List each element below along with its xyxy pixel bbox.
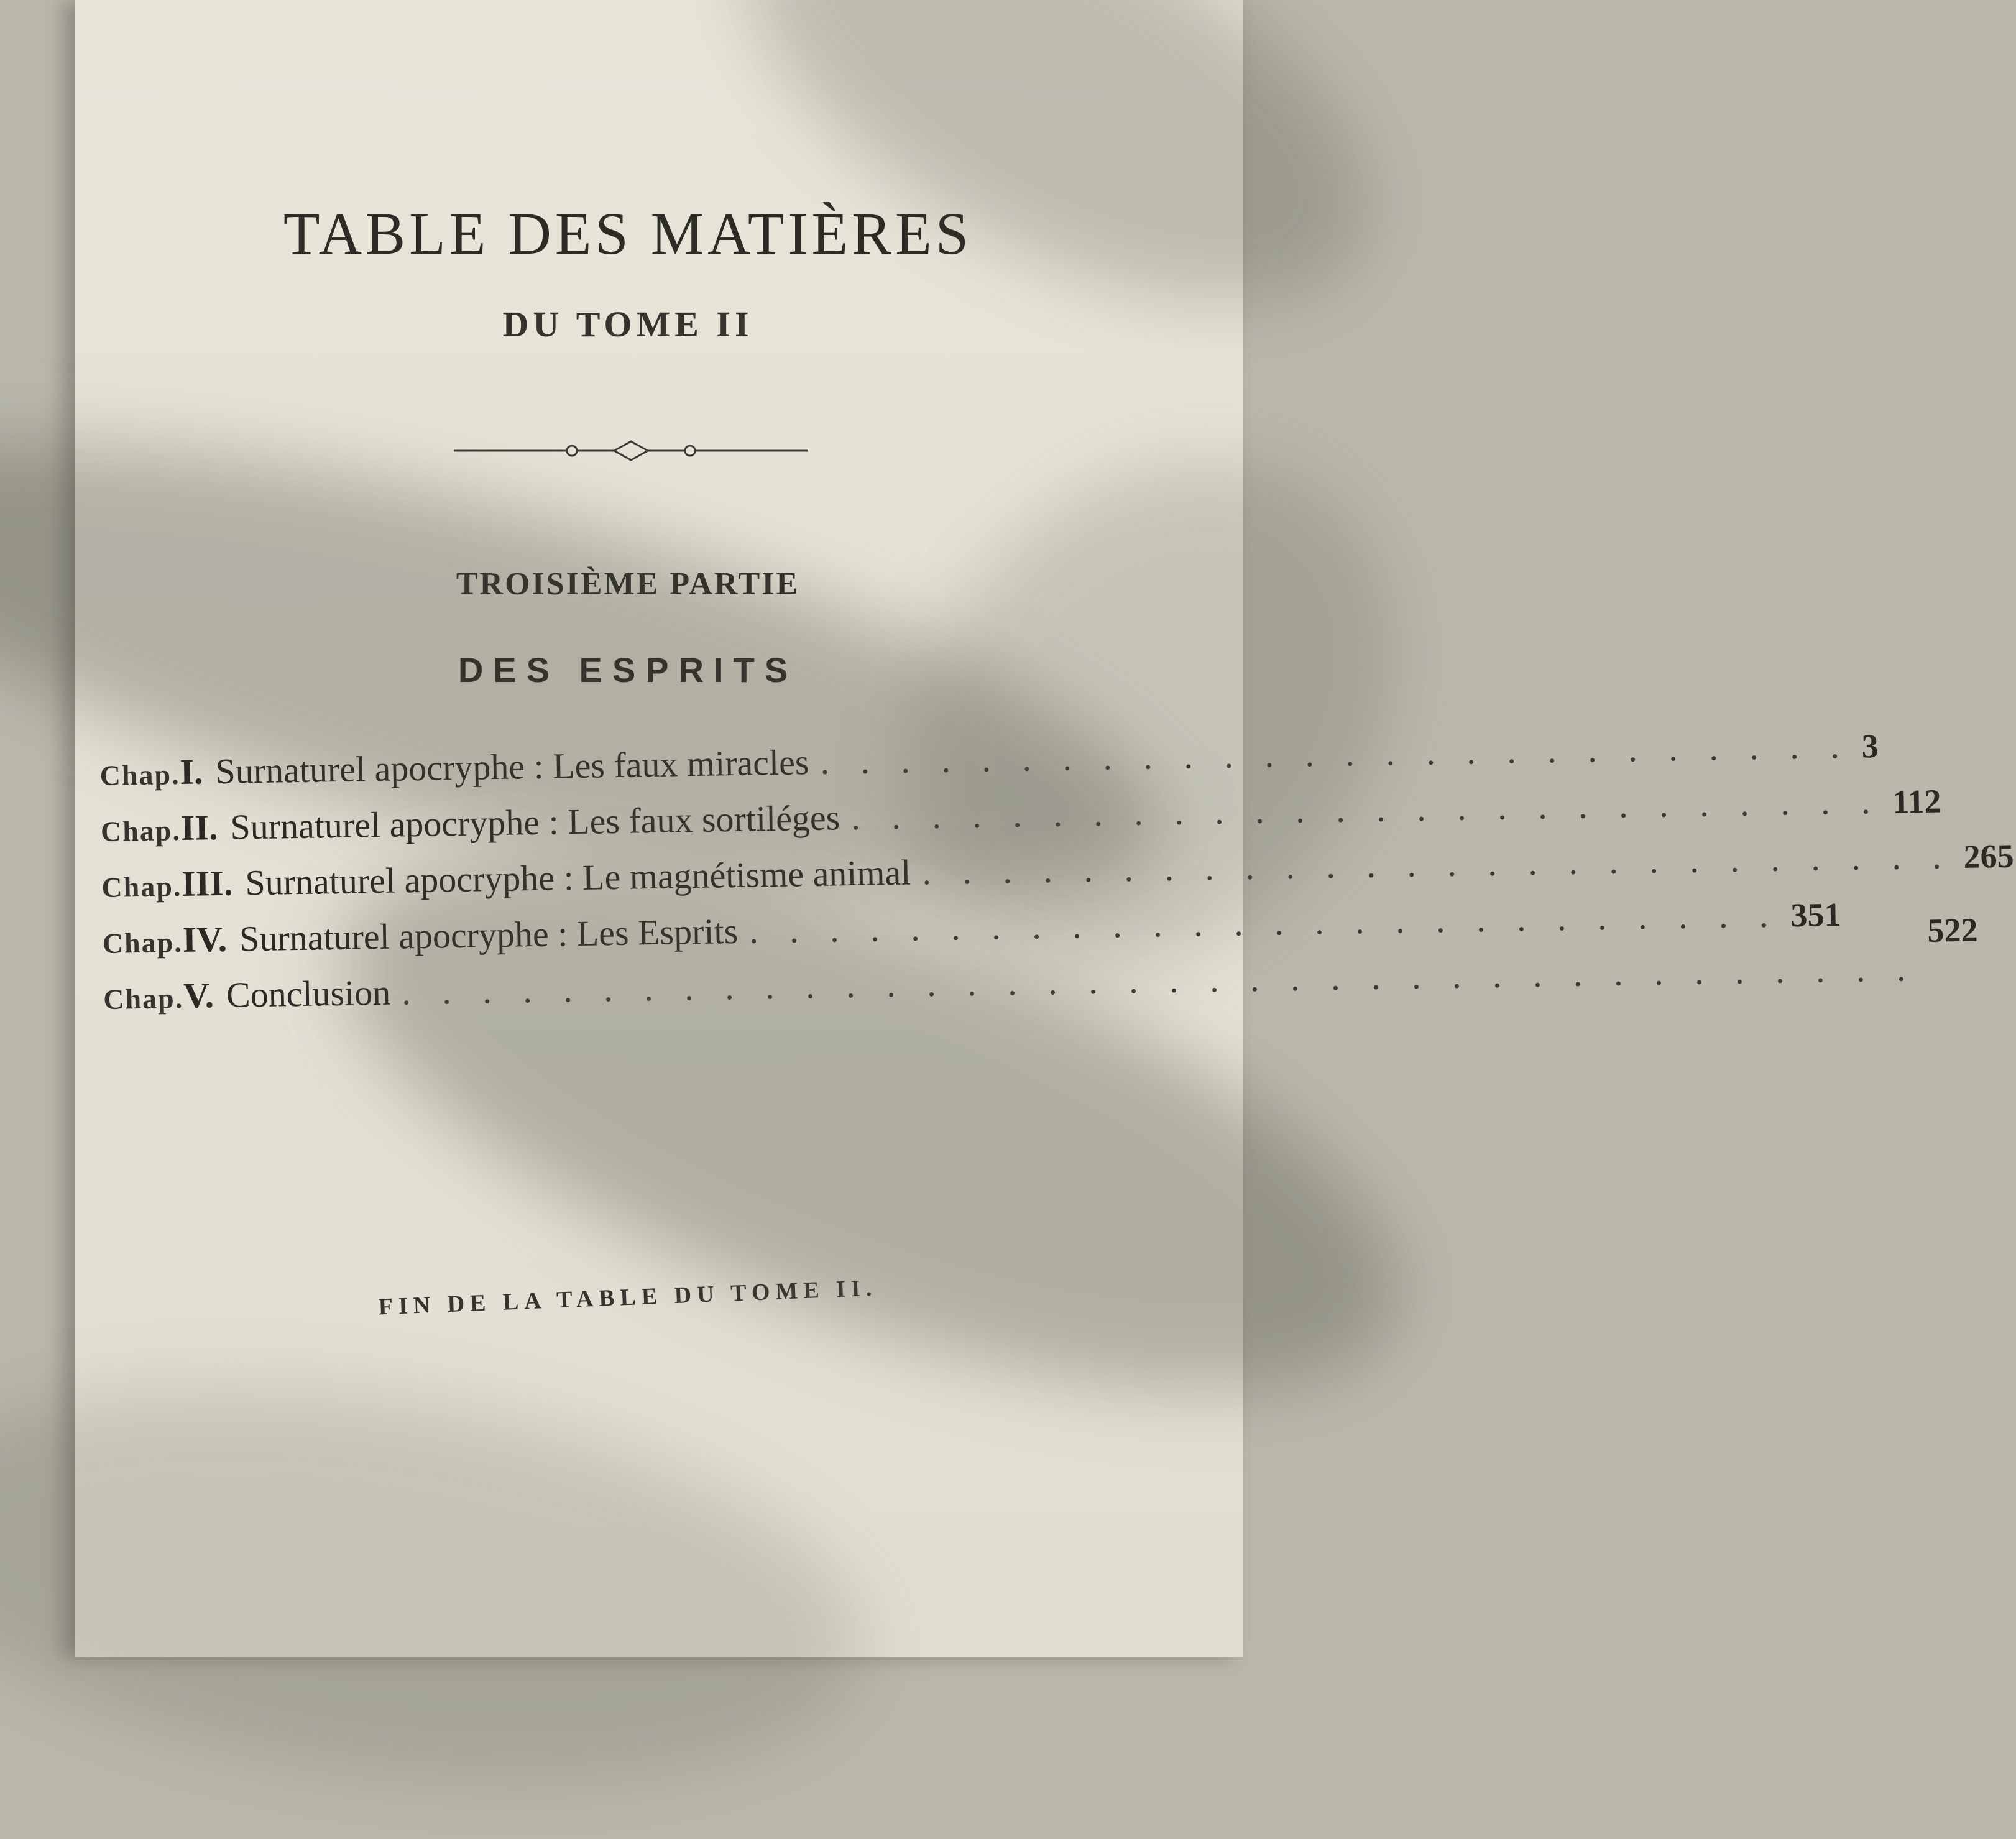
chapter-label: Chap. [100,814,182,847]
chapter-numeral: I. [179,751,203,792]
chapter-title: Conclusion [226,972,391,1015]
page-subtitle: DU TOME II [502,304,753,344]
chapter-label: Chap. [101,870,182,903]
chapter-title: Surnaturel apocryphe : Les faux sortiléges [229,797,840,847]
chapter-numeral: II. [180,807,218,848]
chapter-page: 522 [1926,911,1978,949]
dot-leader: . . . . . . . . . . . . . . . . . . . . . . . . . . [921,836,1953,893]
dot-leader: . . . . . . . . . . . . . . . . . . . . . . . . . . . . . . . . . . . . . . [401,948,1917,1013]
chapter-page: 3 [1861,727,1879,765]
table-end-note: FIN DE LA TABLE DU TOME II. [378,1274,878,1320]
chapter-page: 112 [1892,782,1942,821]
chapter-title: Surnaturel apocryphe : Le magnétisme animal [244,852,911,903]
part-title: DES ESPRITS [458,650,798,689]
chapter-numeral: IV. [182,918,228,960]
table-of-contents [99,725,2015,1032]
chapter-label: Chap. [103,982,184,1015]
dot-leader: . . . . . . . . . . . . . . . . . . . . . . . . . . [819,725,1851,782]
chapter-numeral: V. [183,975,214,1016]
chapter-numeral: III. [181,862,233,904]
dot-leader: . . . . . . . . . . . . . . . . . . . . . . . . . . [748,894,1780,951]
dot-leader: . . . . . . . . . . . . . . . . . . . . . . . . . . [850,780,1882,838]
page-title: TABLE DES MATIÈRES [283,200,973,267]
ornament-divider [454,435,808,466]
page-content [75,0,2015,1657]
chapter-label: Chap. [102,926,183,959]
chapter-page: 265 [1963,837,2015,875]
chapter-title: Surnaturel apocryphe : Les faux miracles [214,742,809,792]
chapter-label: Chap. [99,758,180,791]
chapter-page: 351 [1790,896,1841,934]
part-heading: TROISIÈME PARTIE [456,566,800,602]
chapter-title: Surnaturel apocryphe : Les Esprits [239,910,739,959]
